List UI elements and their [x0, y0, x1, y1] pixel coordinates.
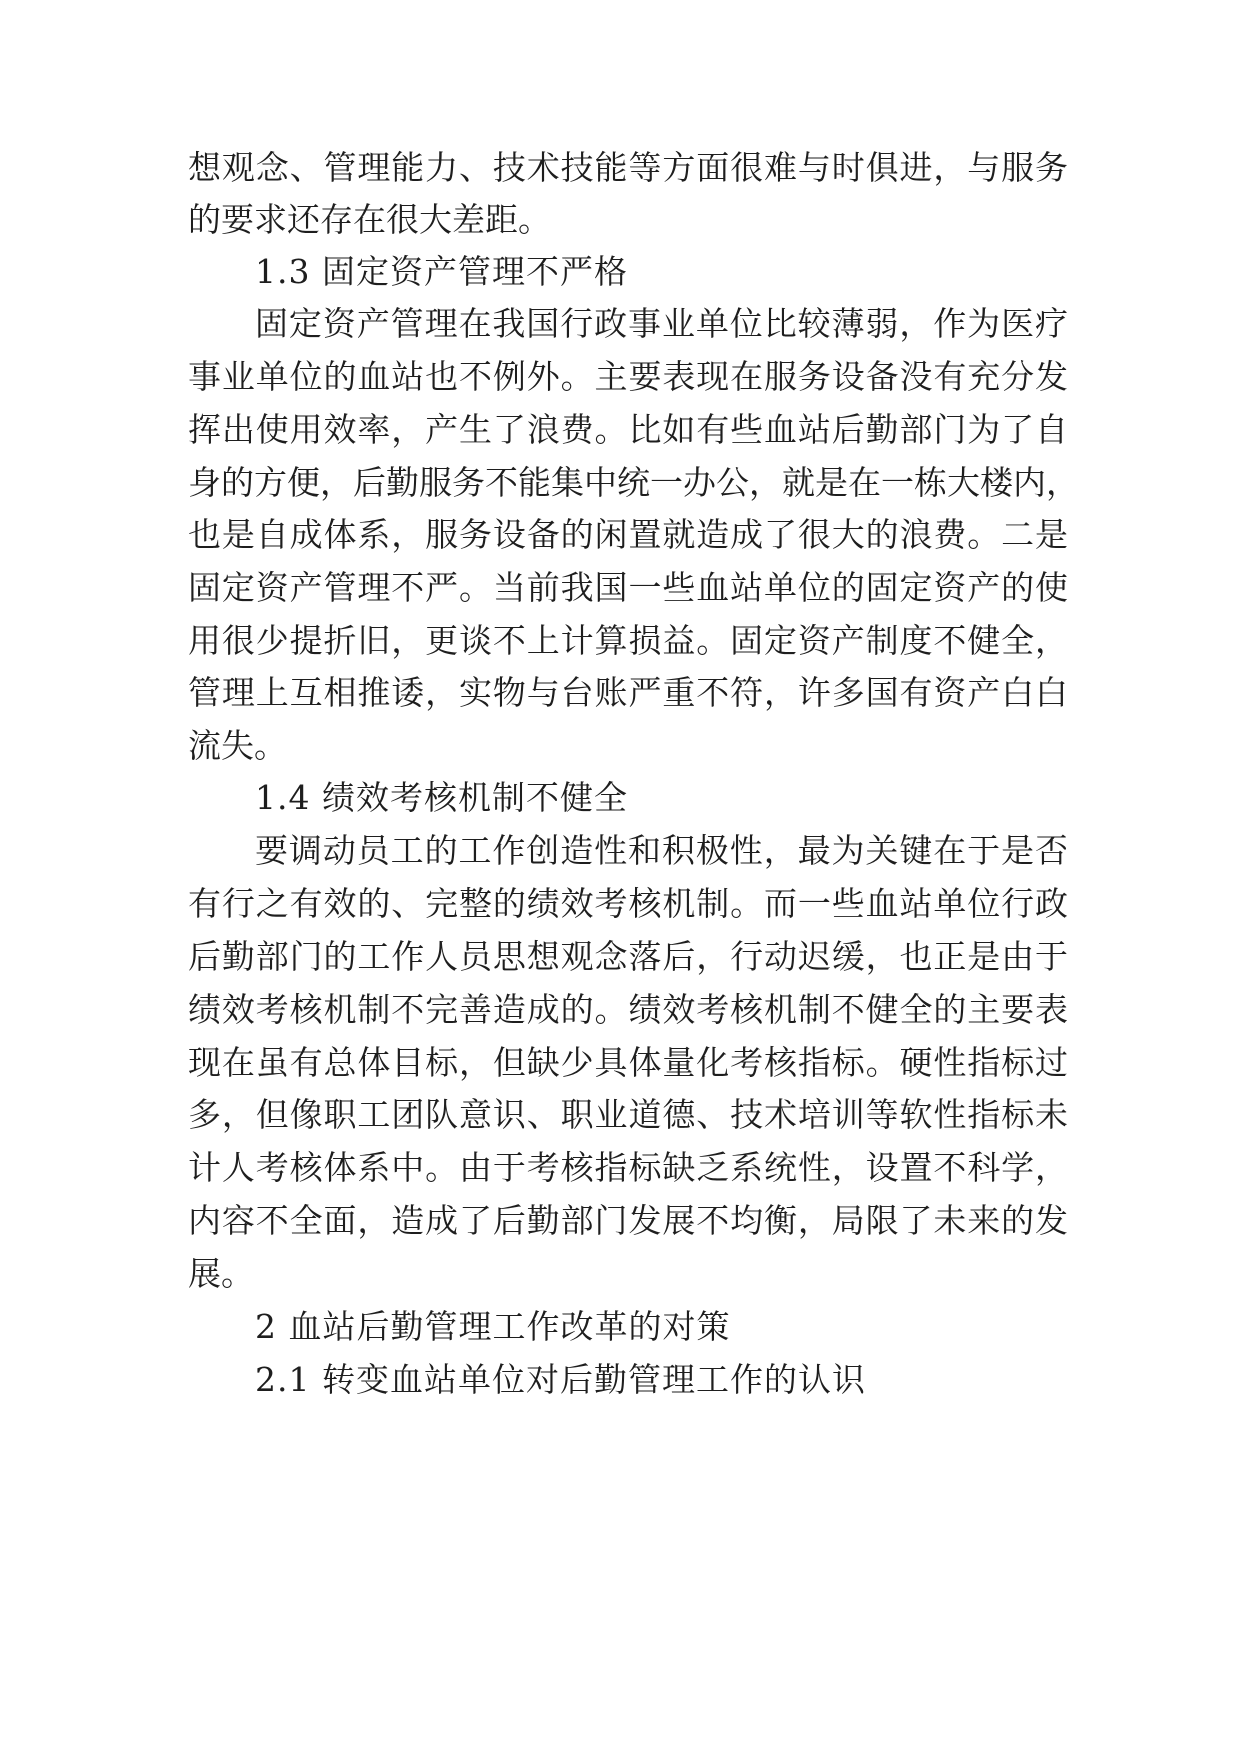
paragraph-line: 多，但像职工团队意识、职业道德、技术培训等软性指标未 — [188, 1095, 1068, 1134]
section-heading-2: 2 血站后勤管理工作改革的对策 — [255, 1307, 731, 1346]
paragraph-line: 后勤部门的工作人员思想观念落后，行动迟缓，也正是由于 — [188, 937, 1068, 976]
paragraph-line: 计人考核体系中。由于考核指标缺乏系统性，设置不科学， — [188, 1148, 1068, 1187]
paragraph-line: 固定资产管理在我国行政事业单位比较薄弱，作为医疗 — [255, 304, 1068, 343]
paragraph-line: 现在虽有总体目标，但缺少具体量化考核指标。硬性指标过 — [188, 1043, 1068, 1082]
paragraph-line: 管理上互相推诿，实物与台账严重不符，许多国有资产白白 — [188, 673, 1068, 712]
paragraph-line: 想观念、管理能力、技术技能等方面很难与时俱进，与服务 — [188, 148, 1068, 187]
paragraph-line: 挥出使用效率，产生了浪费。比如有些血站后勤部门为了自 — [188, 410, 1068, 449]
paragraph-line: 要调动员工的工作创造性和积极性，最为关键在于是否 — [255, 831, 1068, 870]
paragraph-line: 身的方便，后勤服务不能集中统一办公，就是在一栋大楼内， — [188, 463, 1079, 502]
paragraph-line: 有行之有效的、完整的绩效考核机制。而一些血站单位行政 — [188, 884, 1068, 923]
section-heading-2-1: 2.1 转变血站单位对后勤管理工作的认识 — [255, 1360, 866, 1399]
paragraph-line: 用很少提折旧，更谈不上计算损益。固定资产制度不健全， — [188, 621, 1068, 660]
paragraph-line: 流失。 — [188, 726, 287, 765]
paragraph-line: 的要求还存在很大差距。 — [188, 200, 551, 239]
section-heading-1-3: 1.3 固定资产管理不严格 — [255, 252, 628, 291]
paragraph-line: 也是自成体系，服务设备的闲置就造成了很大的浪费。二是 — [188, 515, 1068, 554]
paragraph-line: 固定资产管理不严。当前我国一些血站单位的固定资产的使 — [188, 568, 1068, 607]
section-heading-1-4: 1.4 绩效考核机制不健全 — [255, 778, 628, 817]
paragraph-line: 事业单位的血站也不例外。主要表现在服务设备没有充分发 — [188, 357, 1068, 396]
paragraph-line: 内容不全面，造成了后勤部门发展不均衡，局限了未来的发 — [188, 1201, 1068, 1240]
paragraph-line: 展。 — [188, 1254, 254, 1293]
paragraph-line: 绩效考核机制不完善造成的。绩效考核机制不健全的主要表 — [188, 990, 1068, 1029]
